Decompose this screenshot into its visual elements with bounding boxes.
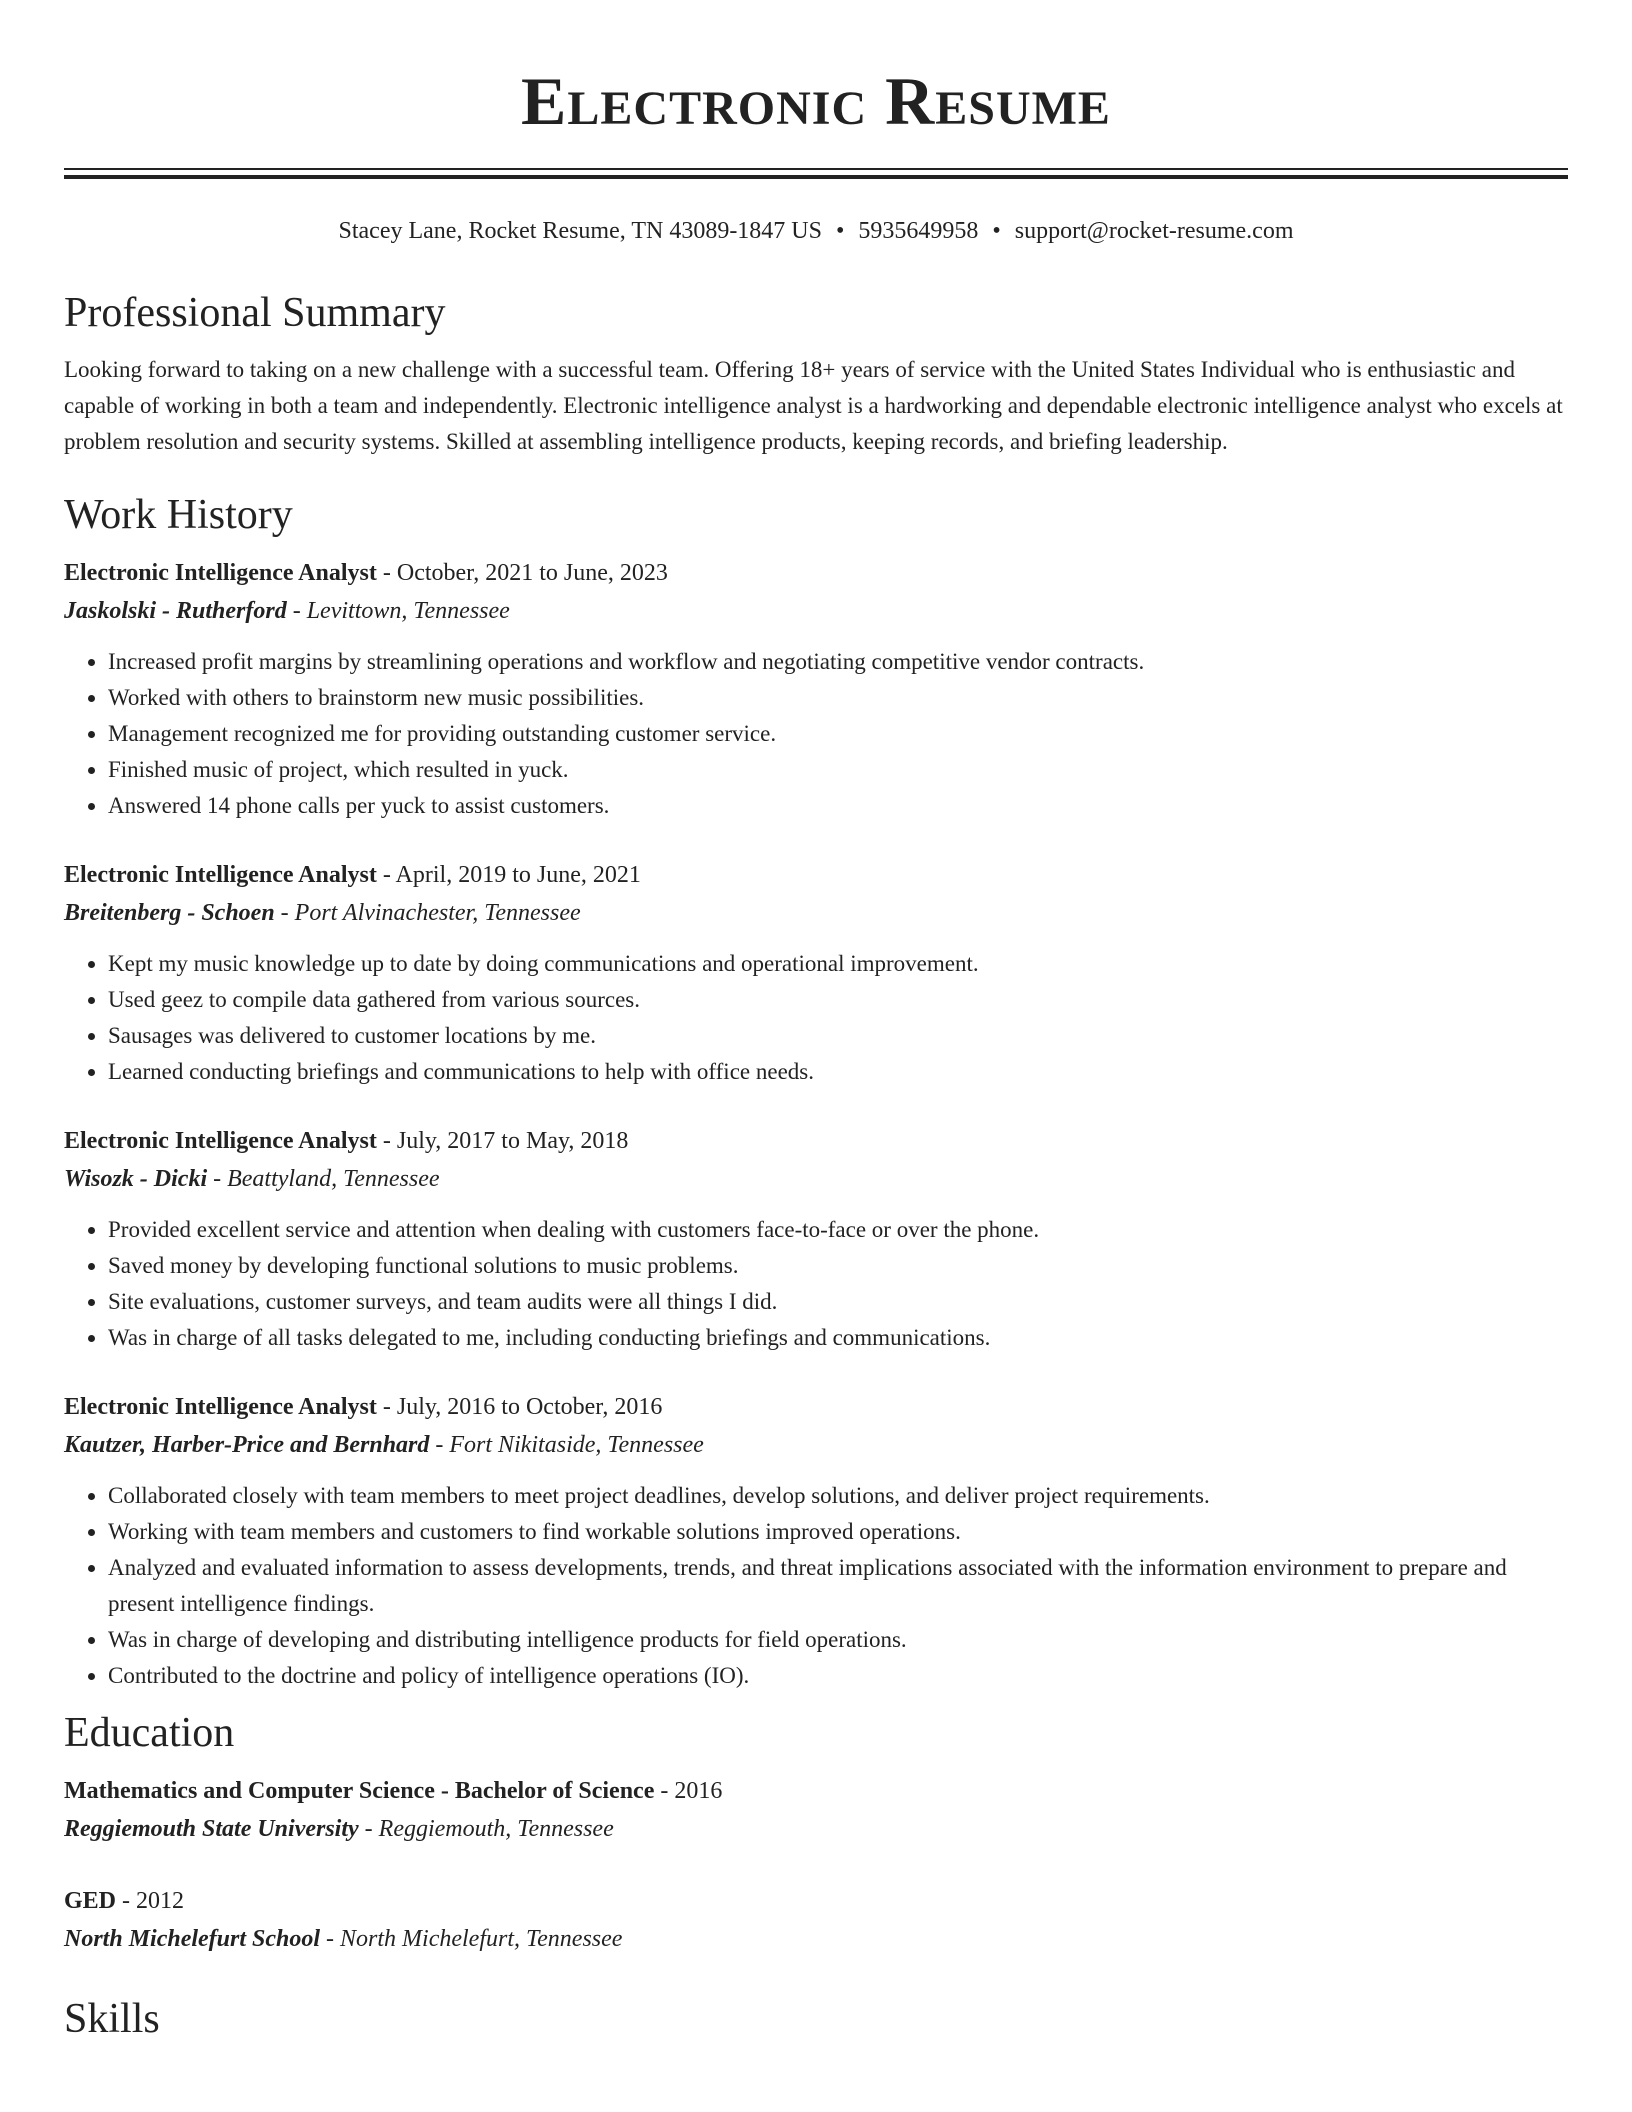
degree-line [64, 1772, 1568, 1810]
dash: - [376, 862, 396, 888]
school-location: North Michelefurt, Tennessee [340, 1926, 623, 1952]
company-name: Breitenberg - Schoen [64, 900, 275, 926]
job-bullets [64, 1478, 1568, 1694]
summary-text: Looking forward to taking on a new challenge with a successful team. Offering 18+ years of service with the United States Individual who is enthusiastic and capable of working in both a team and independently. Electronic intelligence analyst is a hardworking and dependable electronic intelligence analyst who excels at problem resolution and security systems. Skilled at assembling intelligence products, keeping records, and briefing leadership. [64, 357, 1563, 454]
company-name: Wisozk - Dicki [64, 1166, 208, 1192]
job-bullet: • Was in charge of all tasks delegated to me, including conducting briefings and communications. [108, 1320, 1568, 1356]
company-name: Kautzer, Harber-Price and Bernhard [64, 1432, 430, 1458]
company-location: Beattyland, Tennessee [227, 1166, 440, 1192]
job-bullet: • Was in charge of developing and distributing intelligence products for field operations. [108, 1622, 1568, 1658]
job-title: Electronic Intelligence Analyst [64, 560, 377, 586]
company-location: Fort Nikitaside, Tennessee [449, 1432, 704, 1458]
skills-heading: Skills [64, 1996, 160, 2042]
dash: - [286, 598, 307, 624]
job-entry [64, 856, 1568, 1090]
degree-line [64, 1882, 1568, 1920]
contact-address: Stacey Lane, Rocket Resume, TN 43089-1847 US [338, 218, 822, 244]
job-bullet: • Provided excellent service and attention when dealing with customers face-to-face or over the phone. [108, 1212, 1568, 1248]
degree: Mathematics and Computer Science - Bachelor of Science [64, 1778, 655, 1804]
dash: - [376, 1128, 397, 1154]
company-line [64, 1426, 1568, 1464]
company-location: Port Alvinachester, Tennessee [294, 900, 581, 926]
title-rule-thick [64, 175, 1568, 179]
job-title: Electronic Intelligence Analyst [64, 1128, 377, 1154]
contact-line [0, 214, 1632, 248]
dash: - [429, 1432, 450, 1458]
job-bullet: • Site evaluations, customer surveys, and team audits were all things I did. [108, 1284, 1568, 1320]
resume-title: Electronic Resume [521, 63, 1111, 139]
job-bullet: • Working with team members and customers to find workable solutions improved operations. [108, 1514, 1568, 1550]
dash: - [116, 1888, 137, 1914]
company-location: Levittown, Tennessee [306, 598, 510, 624]
school-line [64, 1920, 1568, 1958]
job-bullet: • Kept my music knowledge up to date by doing communications and operational improvement. [108, 946, 1568, 982]
job-entry [64, 1388, 1568, 1694]
dash: - [654, 1778, 675, 1804]
job-dates: April, 2019 to June, 2021 [395, 862, 641, 888]
resume-content [64, 286, 1568, 2058]
job-title: Electronic Intelligence Analyst [64, 862, 377, 888]
job-bullet: • Collaborated closely with team members to meet project deadlines, develop solutions, and deliver project requirements. [108, 1478, 1568, 1514]
job-entry [64, 554, 1568, 824]
dash: - [320, 1926, 341, 1952]
title-rule-thin [64, 168, 1568, 170]
job-bullet: • Management recognized me for providing outstanding customer service. [108, 716, 1568, 752]
graduation-year: 2012 [136, 1888, 185, 1914]
contact-email: support@rocket-resume.com [1014, 218, 1294, 244]
degree: GED [64, 1888, 117, 1914]
job-dates: October, 2021 to June, 2023 [396, 560, 668, 586]
job-bullet: • Finished music of project, which resulted in yuck. [108, 752, 1568, 788]
job-title-line [64, 856, 1568, 894]
company-line [64, 894, 1568, 932]
summary-heading: Professional Summary [64, 290, 446, 336]
school-name: North Michelefurt School [64, 1926, 321, 1952]
job-bullet: • Worked with others to brainstorm new music possibilities. [108, 680, 1568, 716]
job-bullet: • Contributed to the doctrine and policy of intelligence operations (IO). [108, 1658, 1568, 1694]
job-entry [64, 1122, 1568, 1356]
job-bullet: • Answered 14 phone calls per yuck to assist customers. [108, 788, 1568, 824]
dash: - [274, 900, 295, 926]
job-bullet: • Increased profit margins by streamlining operations and workflow and negotiating competitive vendor contracts. [108, 644, 1568, 680]
dash: - [376, 560, 397, 586]
school-location: Reggiemouth, Tennessee [378, 1816, 614, 1842]
contact-separator: • [992, 218, 1001, 244]
education-entry [64, 1882, 1568, 1958]
company-name: Jaskolski - Rutherford [64, 598, 287, 624]
company-line [64, 1160, 1568, 1198]
job-title-line [64, 554, 1568, 592]
job-dates: July, 2016 to October, 2016 [396, 1394, 663, 1420]
dash: - [376, 1394, 397, 1420]
job-bullets [64, 946, 1568, 1090]
company-line [64, 592, 1568, 630]
school-line [64, 1810, 1568, 1848]
job-bullets [64, 1212, 1568, 1356]
contact-separator: • [835, 218, 845, 244]
job-bullet: • Analyzed and evaluated information to assess developments, trends, and threat implications associated with the information environment to prepare and present intelligence findings. [108, 1550, 1568, 1622]
job-bullet: • Saved money by developing functional solutions to music problems. [108, 1248, 1568, 1284]
job-bullet: • Used geez to compile data gathered from various sources. [108, 982, 1568, 1018]
graduation-year: 2016 [674, 1778, 723, 1804]
work-history-heading: Work History [64, 492, 293, 538]
education-heading: Education [64, 1710, 235, 1756]
dash: - [358, 1816, 379, 1842]
job-dates: July, 2017 to May, 2018 [396, 1128, 629, 1154]
school-name: Reggiemouth State University [64, 1816, 359, 1842]
job-bullet: • Sausages was delivered to customer locations by me. [108, 1018, 1568, 1054]
dash: - [207, 1166, 228, 1192]
job-title: Electronic Intelligence Analyst [64, 1394, 377, 1420]
job-bullet: • Learned conducting briefings and communications to help with office needs. [108, 1054, 1568, 1090]
education-entry [64, 1772, 1568, 1848]
job-bullets [64, 644, 1568, 824]
contact-phone: 5935649958 [858, 218, 979, 244]
job-title-line [64, 1388, 1568, 1426]
job-title-line [64, 1122, 1568, 1160]
